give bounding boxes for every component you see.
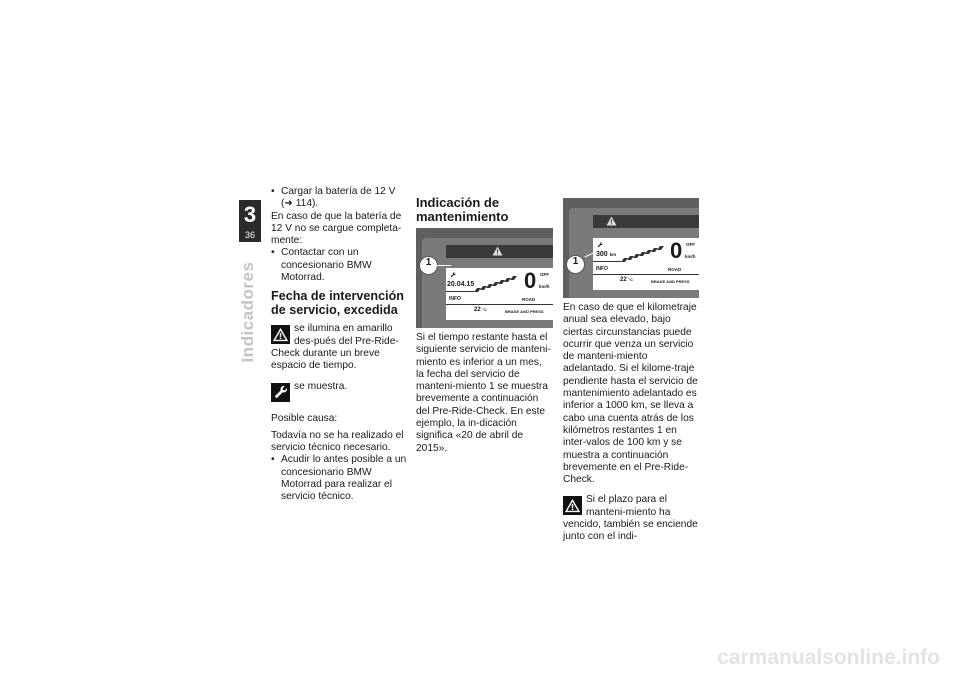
callout-circle (419, 256, 438, 275)
warning-triangle-icon (271, 325, 290, 344)
paragraph-service-not-done: Todavía no se ha realizado el servicio técnico necesario. (271, 429, 404, 454)
temperature-value (474, 307, 487, 313)
remaining-distance-value: 300 (596, 251, 608, 258)
rev-bar-segments (621, 240, 667, 266)
temperature-number: 22 (620, 277, 627, 283)
temperature-unit: °C (628, 277, 633, 282)
remaining-distance (596, 251, 616, 258)
column-3-text (563, 302, 700, 544)
footer-watermark-text: carmanualsonline.info (717, 646, 940, 669)
dashboard-display-distance (563, 198, 699, 298)
callout-circle (566, 255, 585, 274)
service-date-value: 20.04.15 (447, 281, 475, 288)
off-label: OFF (540, 272, 549, 277)
bullet-contact-dealer: • Contactar con un concesionario BMW Motorrad. (271, 247, 407, 284)
riding-mode: ROAD (668, 267, 682, 272)
brake-message: BRAKE AND PRESS (651, 279, 690, 284)
info-label: INFO (596, 266, 608, 272)
callout-number: 1 (425, 257, 432, 268)
temperature-unit: °C (482, 307, 487, 312)
speed-value: 0 (670, 238, 683, 263)
paragraph-possible-cause: Posible causa: (271, 412, 338, 424)
heading-maintenance-indicator: Indicación de mantenimiento (416, 195, 509, 224)
brake-message: BRAKE AND PRESS (505, 309, 544, 314)
riding-mode: ROAD (522, 297, 536, 302)
column-2-text (416, 332, 552, 455)
paragraph-lights-amber: se ilumina en amarillo des-pués del Pre-Ride-Check durante un breve espacio de tiempo. (271, 323, 399, 372)
callout-line (437, 265, 451, 266)
paragraph-service-due: Si el plazo para el manteni-miento ha vencido, también se enciende junto con el indi- (563, 494, 698, 543)
speed-value: 0 (524, 268, 537, 293)
page-number: 36 (239, 229, 261, 242)
paragraph-is-shown: se muestra. (294, 380, 348, 392)
heading-service-date-exceeded: Fecha de intervención de servicio, excedida (271, 289, 404, 317)
bullet-charge-battery: • Cargar la batería de 12 V (➜ 114). (271, 186, 407, 211)
callout-number: 1 (572, 256, 579, 267)
wrench-icon (596, 241, 604, 249)
dashboard-display-date (416, 228, 553, 328)
wrench-icon (449, 271, 457, 279)
warning-triangle-icon (492, 246, 503, 256)
remaining-distance-unit: km (609, 252, 617, 257)
warning-triangle-icon (563, 496, 582, 515)
chapter-number: 3 (239, 200, 261, 229)
speed-unit: km/h (539, 284, 550, 289)
temperature-number: 22 (474, 307, 481, 313)
wrench-icon (271, 383, 290, 402)
paragraph-early-service: En caso de que el kilometraje anual sea elevado, bajo ciertas circunstancias puede ocurrir que venza un servicio de manteni-miento adelantado. Si el kilome-traje pendiente hasta el servicio de mantenimiento adelantado es inferior a 1000 km, se lleva a cabo una cuenta atrás de los kilómetros restantes 1 en inter-valos de 100 km y se muestra a continuación brevemente en el Pre-Ride-Check. (563, 302, 698, 486)
paragraph-battery-not-charged: En caso de que la batería de 12 V no se cargue completa-mente: (271, 210, 402, 247)
bullet-visit-dealer: • Acudir lo antes posible a un concesionario BMW Motorrad para realizar el servicio técnico. (271, 454, 407, 503)
paragraph-service-date: Si el tiempo restante hasta el siguiente servicio de manteni-miento es inferior a un mes, la fecha del servicio de manteni-miento 1 se muestra brevemente a continuación del Pre-Ride-Check. En este ejemplo, la in-dicación significa «20 de abril de 2015». (416, 332, 551, 454)
rev-bar-segments (474, 270, 520, 296)
column-1 (271, 186, 407, 504)
speed-unit: km/h (685, 254, 696, 259)
temperature-value (620, 277, 633, 283)
off-label: OFF (686, 242, 695, 247)
info-label: INFO (449, 296, 461, 302)
section-side-label: Indicadores (238, 261, 257, 363)
warning-triangle-icon (606, 216, 617, 226)
